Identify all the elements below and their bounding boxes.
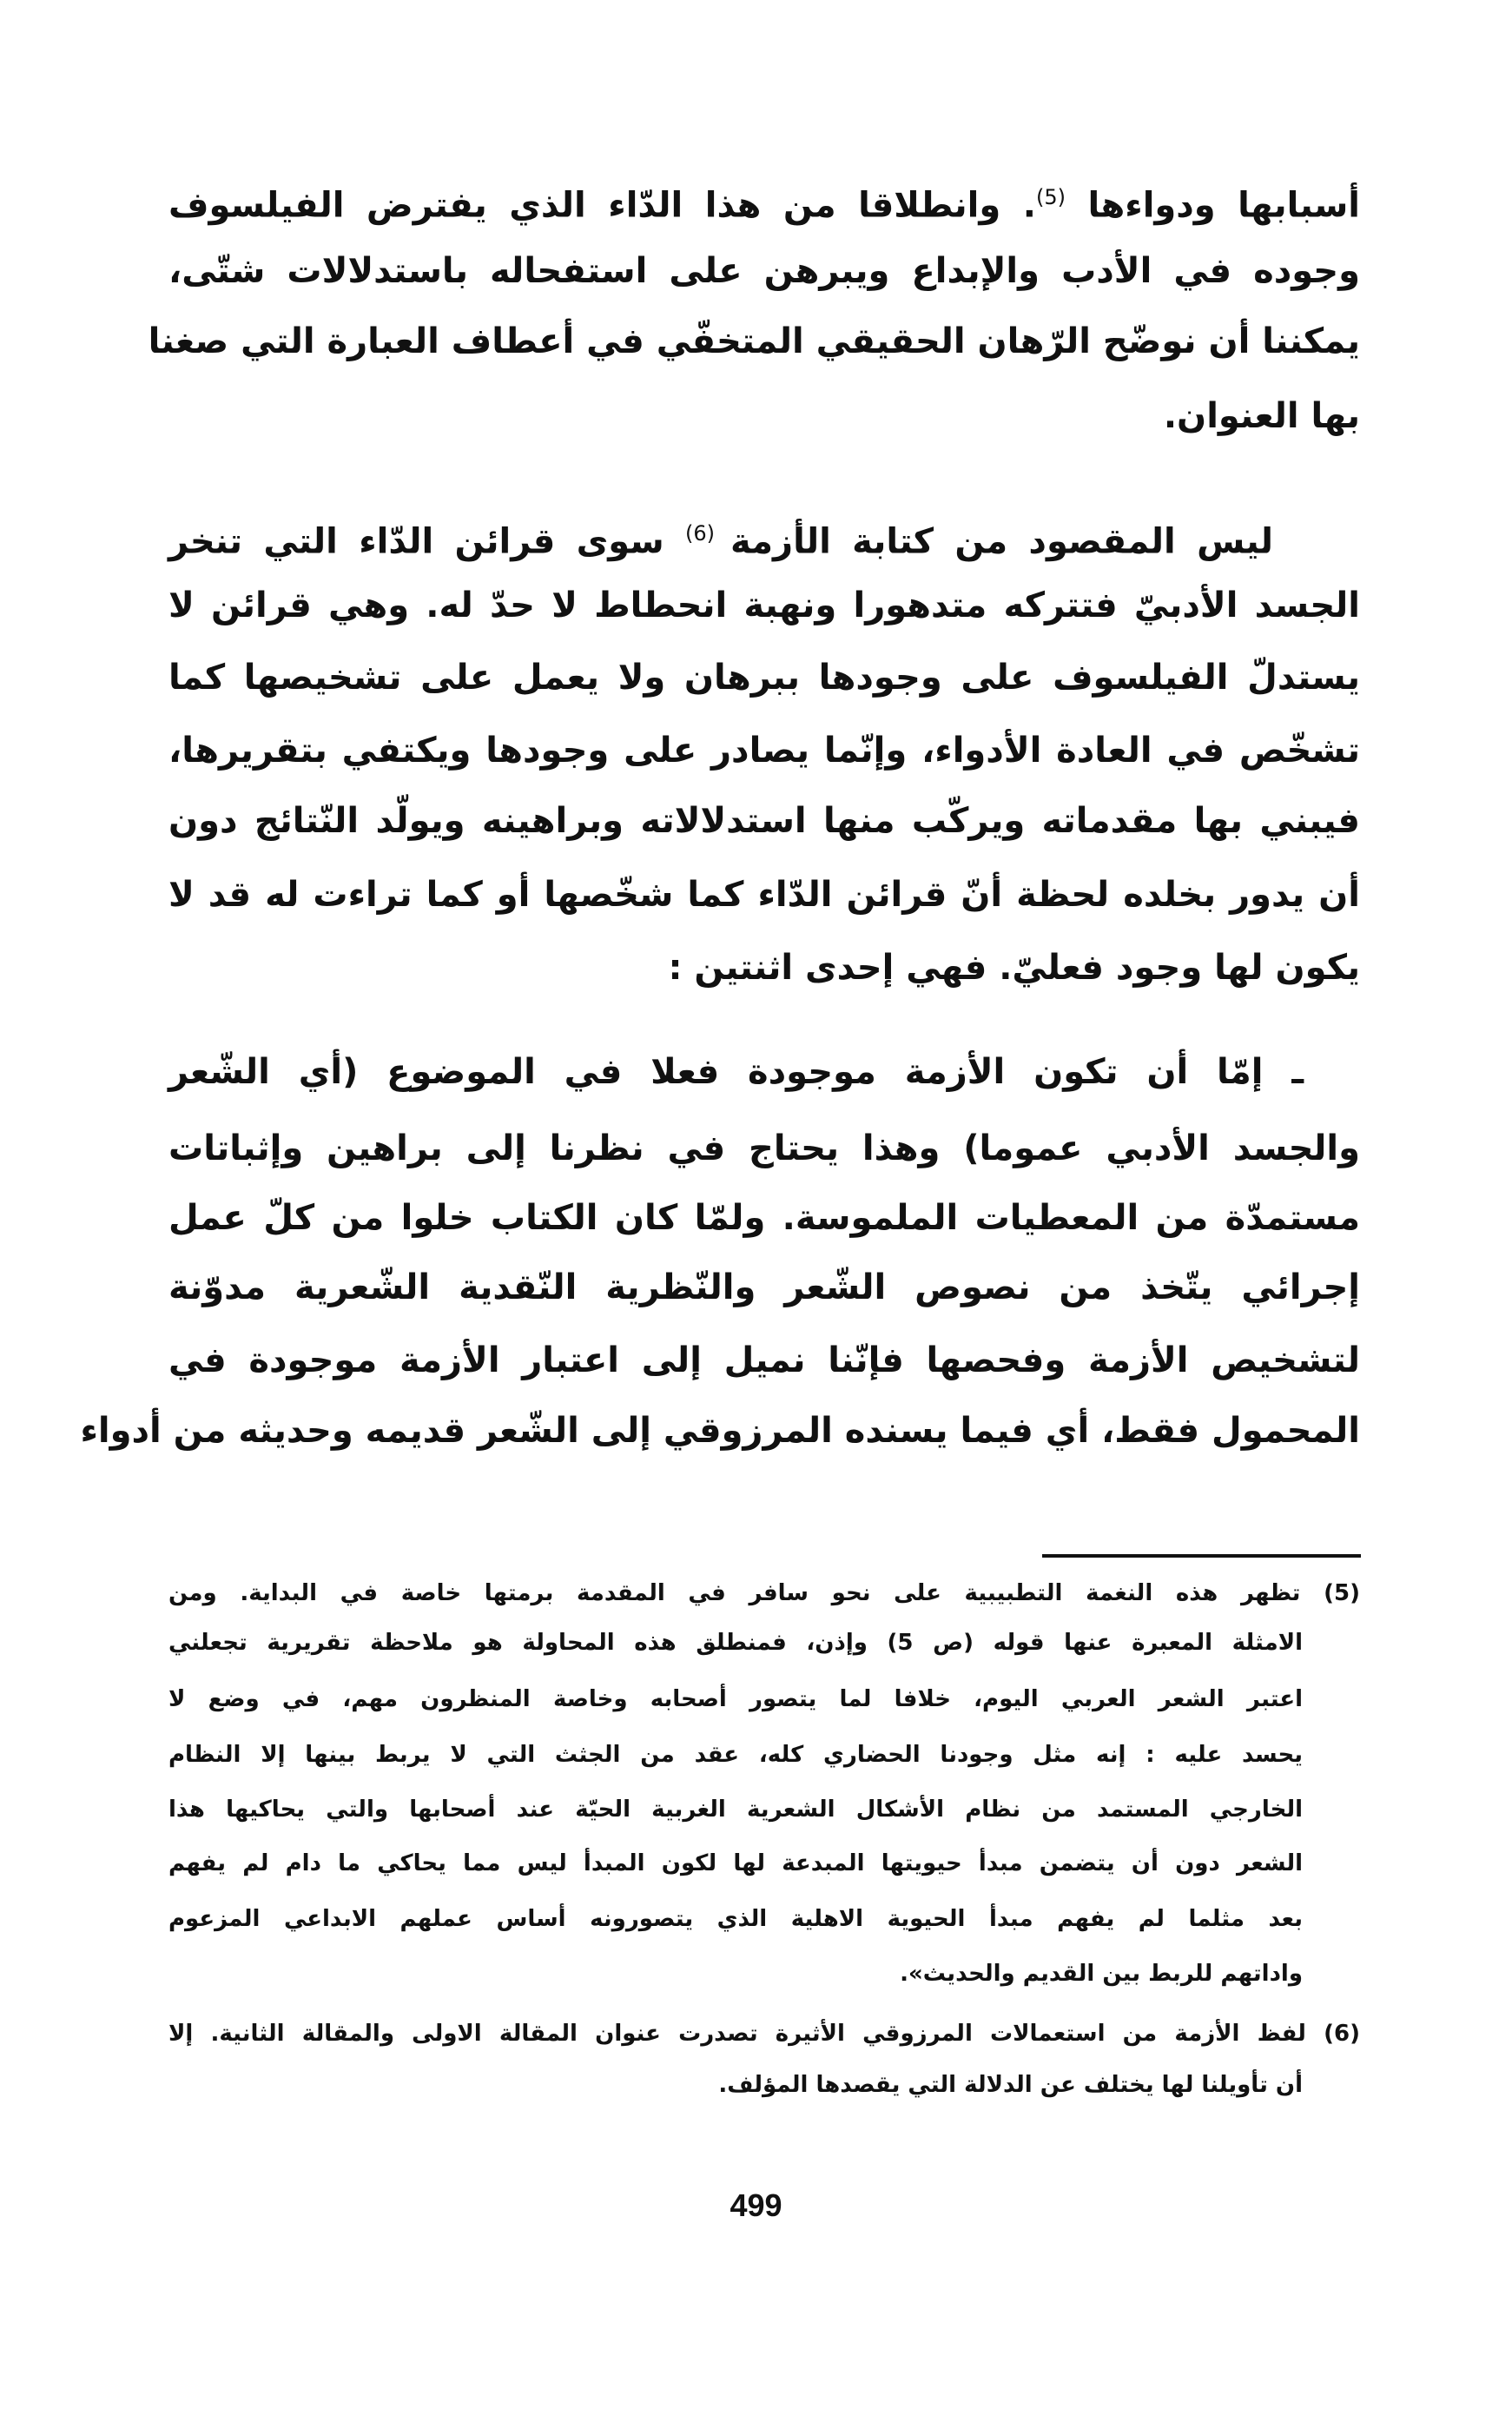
paragraph-1-line: [168, 390, 1360, 442]
paragraph-2-line: [168, 507, 1273, 567]
paragraph-2-line: [168, 795, 1360, 847]
text-segment: فيبني بها مقدماته ويركّب منها استدلالاته وبراهينه ويولّد النّتائج دون: [168, 801, 1360, 841]
text-segment: يمكننا أن نوضّح الرّهان الحقيقي المتخفّي في أعطاف العبارة التي صغنا: [148, 321, 1360, 361]
paragraph-3-line: [168, 1122, 1360, 1175]
footnote-separator: [1042, 1554, 1361, 1558]
paragraph-2-line: [168, 869, 1360, 921]
text-segment: لتشخيص الأزمة وفحصها فإنّنا نميل إلى اعتبار الأزمة موجودة في: [168, 1340, 1360, 1380]
text-segment: المحمول فقط، أي فيما يسنده المرزوقي إلى الشّعر قديمه وحديثه من أدواء: [80, 1411, 1360, 1451]
text-segment: سوى قرائن الدّاء التي تنخر: [168, 521, 685, 562]
footnote-5-line: الامثلة المعبرة عنها قوله (ص 5) وإذن، فمنطلق هذه المحاولة هو ملاحظة تقريرية تجعلني: [168, 1630, 1303, 1656]
text-segment: أسبابها ودواءها: [1065, 185, 1361, 226]
footnote-6-line: (6) لفظ الأزمة من استعمالات المرزوقي الأثيرة تصدرت عنوان المقالة الاولى والمقالة الثانية. إلا: [168, 2021, 1360, 2047]
page-number: 499: [730, 2187, 782, 2223]
paragraph-3-line: [168, 1334, 1360, 1386]
paragraph-1-line: [168, 171, 1360, 231]
text-segment: أن يدور بخلده لحظة أنّ قرائن الدّاء كما شخّصها أو كما تراءت له قد لا: [168, 875, 1360, 915]
text-segment: ـ إمّا أن تكون الأزمة موجودة فعلا في الموضوع (أي الشّعر: [168, 1052, 1304, 1092]
emphasized-term: كتابة الأزمة: [730, 521, 934, 562]
text-segment: . وانطلاقا من هذا الدّاء الذي يفترض الفيلسوف: [168, 185, 1036, 226]
footnote-5-line: واداتهم للربط بين القديم والحديث».: [900, 1961, 1303, 1987]
footnote-5-line: الخارجي المستمد من نظام الأشكال الشعرية الغربية الحيّة عند أصحابها والتي يحاكيها هذا: [168, 1797, 1303, 1823]
paragraph-3-line: [168, 1261, 1360, 1314]
text-segment: يكون لها وجود فعليّ. فهي إحدى اثنتين :: [668, 948, 1360, 988]
paragraph-1-line: [148, 315, 1360, 367]
paragraph-2-line: [168, 725, 1360, 777]
footnote-5-line: اعتبر الشعر العربي اليوم، خلافا لما يتصور أصحابه وخاصة المنظرون مهم، في وضع لا: [168, 1686, 1303, 1712]
footnote-5-line: بعد مثلما لم يفهم مبدأ الحيوية الاهلية الذي يتصورونه أساس عملهم الابداعي المزعوم: [168, 1906, 1303, 1932]
text-segment: والجسد الأدبي عموما) وهذا يحتاج في نظرنا إلى براهين وإثباتات: [168, 1128, 1360, 1168]
text-segment: تشخّص في العادة الأدواء، وإنّما يصادر على وجودها ويكتفي بتقريرها،: [168, 731, 1360, 771]
paragraph-3-line: [168, 1192, 1360, 1244]
paragraph-1-line: [168, 245, 1360, 297]
paragraph-2-line: [168, 942, 1360, 994]
text-segment: الجسد الأدبيّ فتتركه متدهورا ونهبة انحطاط لا حدّ له. وهي قرائن لا: [168, 586, 1360, 625]
text-segment: مستمدّة من المعطيات الملموسة. ولمّا كان الكتاب خلوا من كلّ عمل: [168, 1198, 1360, 1238]
paragraph-3-line: [80, 1405, 1360, 1457]
paragraph-2-line: [168, 579, 1360, 632]
footnote-reference[interactable]: (5): [1035, 185, 1066, 209]
text-segment: يستدلّ الفيلسوف على وجودها ببرهان ولا يعمل على تشخيصها كما: [168, 658, 1360, 698]
footnote-5-line: يحسد عليه : إنه مثل وجودنا الحضاري كله، عقد من الجثث التي لا يربط بينها إلا النظام: [168, 1742, 1303, 1768]
paragraph-2-line: [168, 652, 1360, 704]
text-segment: وجوده في الأدب والإبداع ويبرهن على استفحاله باستدلالات شتّى،: [168, 251, 1360, 291]
text-segment: بها العنوان.: [1163, 396, 1360, 436]
paragraph-3-line: [168, 1046, 1304, 1098]
footnote-reference[interactable]: (6): [685, 521, 731, 546]
footnote-6-line: أن تأويلنا لها يختلف عن الدلالة التي يقصدها المؤلف.: [718, 2072, 1303, 2098]
text-segment: ليس المقصود من: [934, 521, 1273, 562]
footnote-5-line: الشعر دون أن يتضمن مبدأ حيويتها المبدعة لها لكون المبدأ ليس مما يحاكي ما دام لم يفهم: [168, 1850, 1303, 1876]
footnote-5-line: (5) تظهر هذه النغمة التطبيبية على نحو سافر في المقدمة برمتها خاصة في البداية. ومن: [168, 1580, 1360, 1606]
text-segment: إجرائي يتّخذ من نصوص الشّعر والنّظرية النّقدية الشّعرية مدوّنة: [168, 1267, 1360, 1307]
